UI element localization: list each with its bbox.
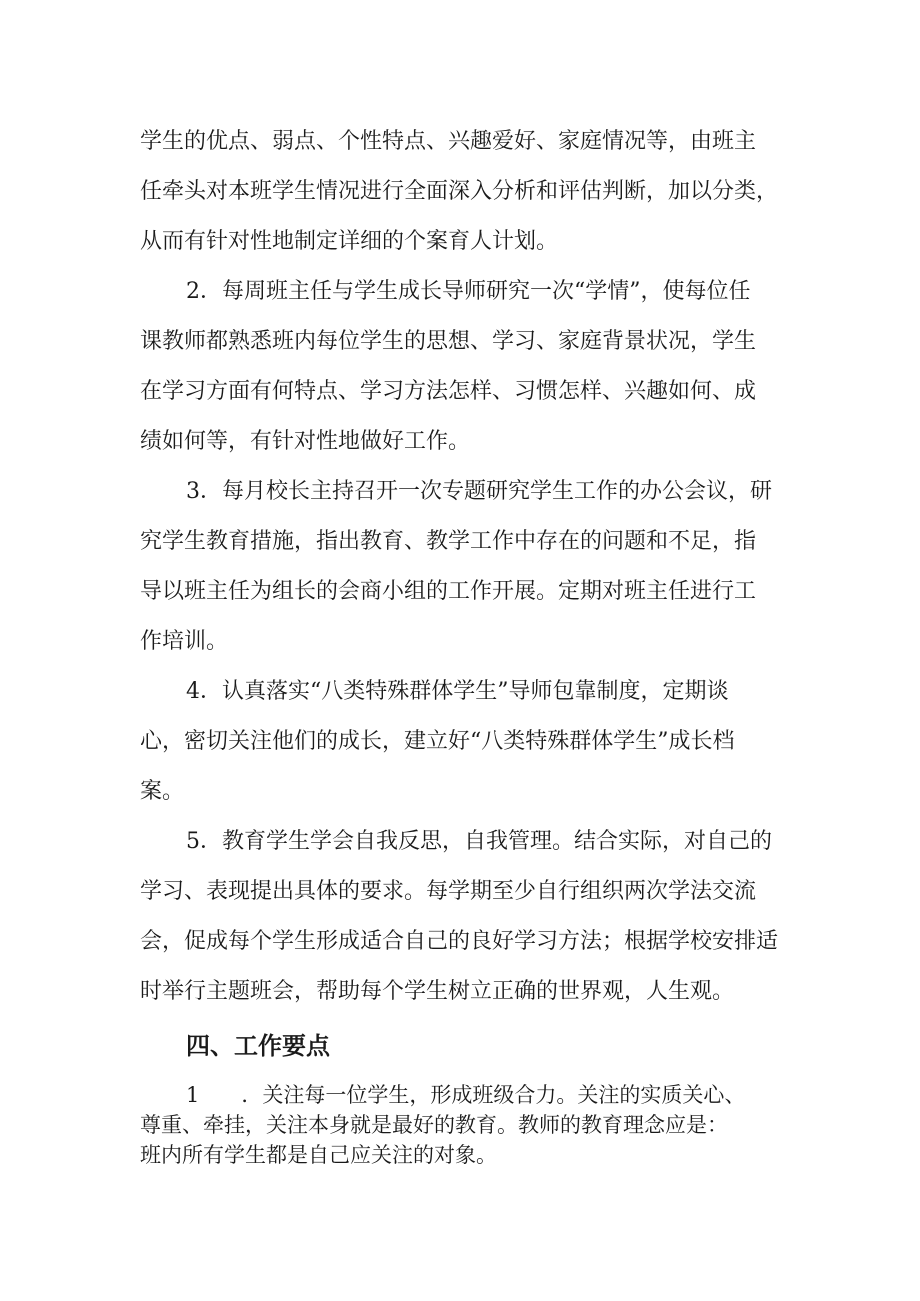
text-line: 2．每周班主任与学生成长导师研究一次“学情”，使每位任 [186, 279, 751, 304]
text-line: 课教师都熟悉班内每位学生的思想、学习、家庭背景状况，学生 [140, 329, 757, 354]
text-line: 学生的优点、弱点、个性特点、兴趣爱好、家庭情况等，由班主 [140, 129, 757, 154]
text-line: 4．认真落实“八类特殊群体学生”导师包靠制度，定期谈 [186, 679, 729, 704]
text-line: 1 ．关注每一位学生，形成班级合力。关注的实质关心、 [186, 1083, 746, 1107]
text-line: 班内所有学生都是自己应关注的对象。 [140, 1143, 497, 1167]
section-heading: 四、工作要点 [186, 1032, 330, 1060]
text-line: 在学习方面有何特点、学习方法怎样、习惯怎样、兴趣如何、成 [140, 379, 757, 404]
text-line: 究学生教育措施，指出教育、教学工作中存在的问题和不足，指 [140, 529, 757, 554]
text-line: 3．每月校长主持召开一次专题研究学生工作的办公会议，研 [186, 479, 772, 504]
text-line: 任牵头对本班学生情况进行全面深入分析和评估判断，加以分类， [140, 179, 779, 204]
text-line: 绩如何等，有针对性地做好工作。 [140, 429, 471, 454]
text-line: 作培训。 [140, 629, 229, 654]
text-line: 导以班主任为组长的会商小组的工作开展。定期对班主任进行工 [140, 579, 757, 604]
text-line: 学习、表现提出具体的要求。每学期至少自行组织两次学法交流 [140, 879, 757, 904]
text-line: 尊重、牵挂，关注本身就是最好的教育。教师的教育理念应是： [140, 1113, 728, 1137]
text-line: 5．教育学生学会自我反思，自我管理。结合实际，对自己的 [186, 829, 772, 854]
text-line: 会，促成每个学生形成适合自己的良好学习方法；根据学校安排适 [140, 929, 779, 954]
text-line: 时举行主题班会，帮助每个学生树立正确的世界观，人生观。 [140, 979, 735, 1004]
text-line: 案。 [140, 779, 185, 804]
text-line: 心，密切关注他们的成长，建立好“八类特殊群体学生”成长档 [140, 729, 735, 754]
text-line: 从而有针对性地制定详细的个案育人计划。 [140, 229, 559, 254]
